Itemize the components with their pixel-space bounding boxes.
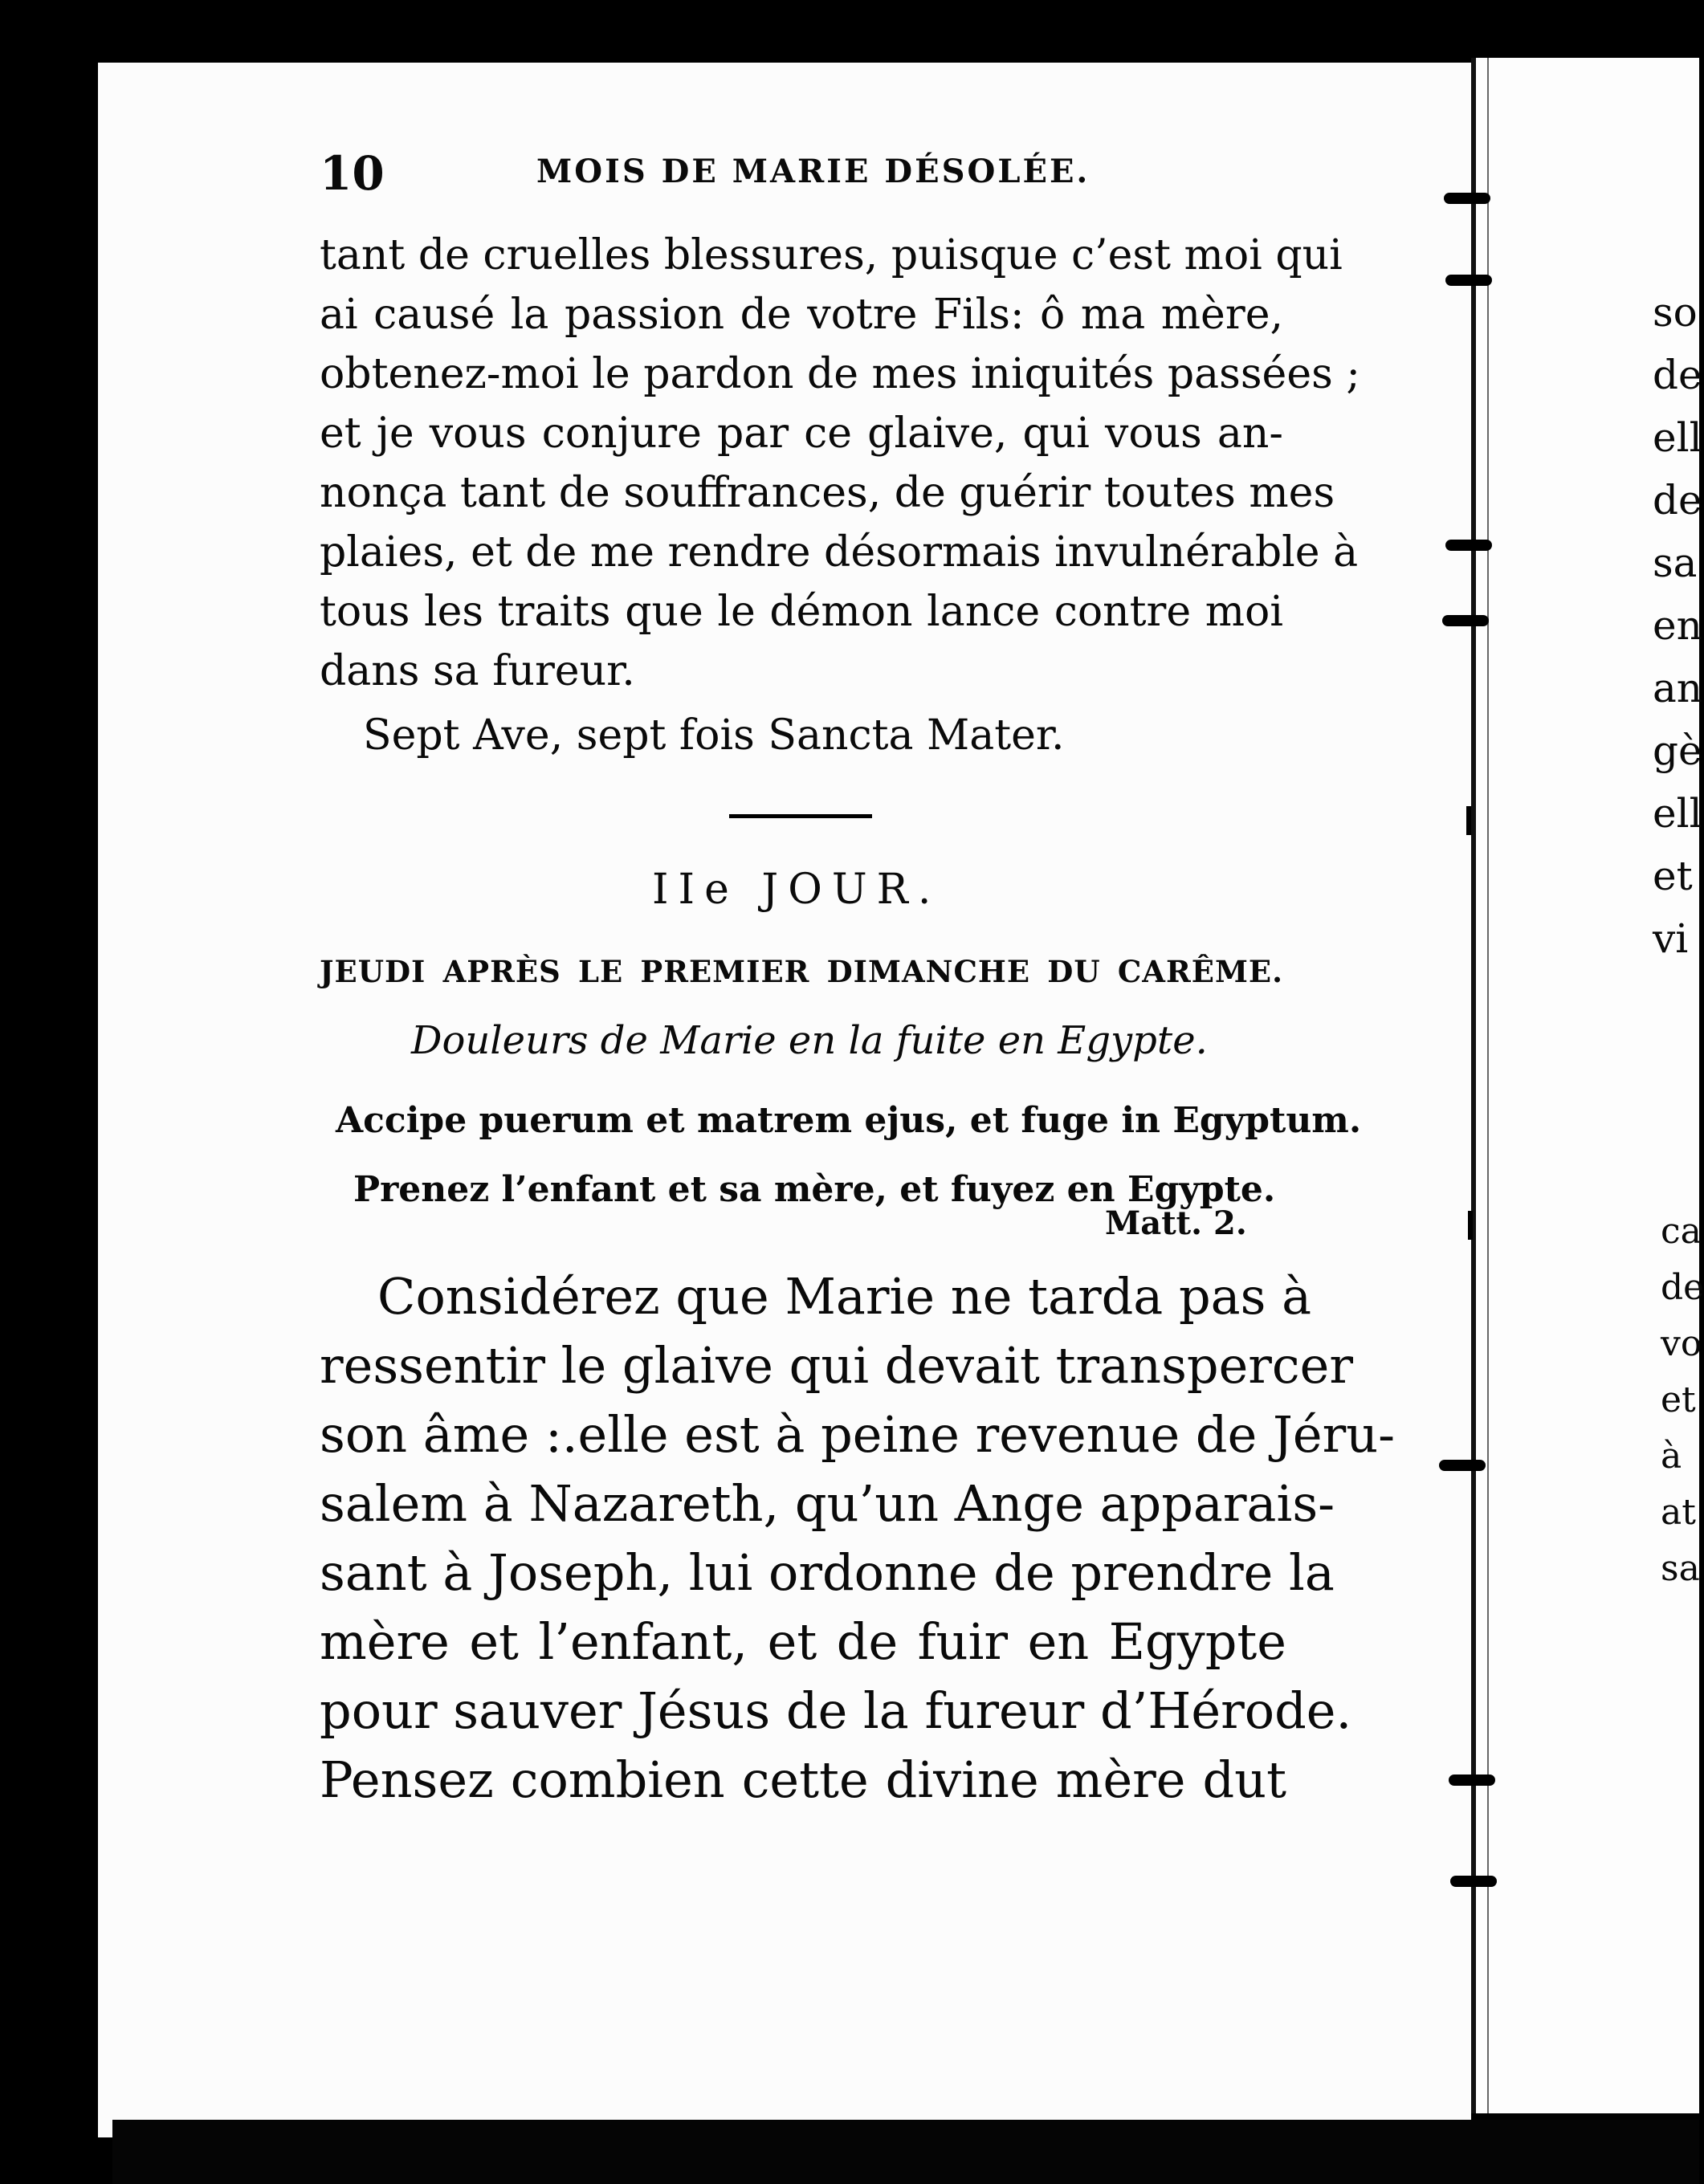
binding-stitch	[1445, 540, 1492, 551]
prayer-line: tous les traits que le démon lance contre moi	[320, 588, 1283, 636]
binding-stitch	[1445, 275, 1492, 286]
binding-stitch	[1442, 615, 1489, 626]
meditation-line: ressentir le glaive qui devait transpercer	[320, 1336, 1353, 1395]
meditation-line: mère et l’enfant, et de fuir en Egypte	[320, 1612, 1286, 1671]
prayer-line: nonça tant de souffrances, de guérir toutes mes	[320, 469, 1335, 517]
scripture-reference: Matt. 2.	[1105, 1204, 1247, 1242]
facing-page-fragment: et	[1653, 853, 1693, 899]
facing-page-fragment: vi	[1653, 915, 1689, 962]
meditation-topic: Douleurs de Marie en la fuite en Egypte.	[411, 1018, 1208, 1063]
facing-page-fragment: sa	[1661, 1548, 1700, 1589]
section-divider	[729, 814, 872, 818]
facing-page-fragment: vo	[1661, 1323, 1702, 1364]
facing-page-fragment: et	[1661, 1379, 1696, 1420]
french-epigraph: Prenez l’enfant et sa mère, et fuyez en Egypte.	[353, 1169, 1276, 1210]
facing-page-fragment: gè	[1653, 727, 1702, 774]
prayer-line: ai causé la passion de votre Fils: ô ma mère,	[320, 291, 1283, 339]
prayer-line: tant de cruelles blessures, puisque c’est moi qui	[320, 231, 1343, 279]
facing-page-fragment: sa	[1653, 540, 1698, 586]
latin-epigraph: Accipe puerum et matrem ejus, et fuge in Egyptum.	[336, 1100, 1362, 1141]
prayer-line: plaies, et de me rendre désormais invulnérable à	[320, 528, 1359, 577]
gutter-edge	[1471, 58, 1476, 2113]
meditation-line: pour sauver Jésus de la fureur d’Hérode.	[320, 1681, 1352, 1740]
prayer-line: obtenez-moi le pardon de mes iniquités passées ;	[320, 350, 1360, 398]
page-number: 10	[320, 146, 385, 201]
facing-page-fragment: de	[1653, 352, 1702, 398]
binding-stitch	[1450, 1876, 1497, 1887]
facing-page-fragment: an	[1653, 665, 1703, 711]
gutter-crease	[1487, 58, 1489, 2113]
meditation-line: Pensez combien cette divine mère dut	[320, 1750, 1286, 1809]
running-title: MOIS DE MARIE DÉSOLÉE.	[536, 153, 1090, 190]
meditation-line: Considérez que Marie ne tarda pas à	[377, 1267, 1312, 1326]
prayer-line-last: dans sa fureur.	[320, 647, 635, 695]
facing-page-fragment: so	[1653, 289, 1698, 336]
binding-pin	[1466, 806, 1471, 835]
facing-page-fragment: at	[1661, 1492, 1696, 1533]
binding-stitch	[1449, 1774, 1495, 1786]
day-subtitle: JEUDI APRÈS LE PREMIER DIMANCHE DU CARÊME.	[320, 954, 1283, 989]
binding-stitch	[1439, 1460, 1486, 1471]
binding-pin	[1468, 1211, 1473, 1240]
scan-shadow	[112, 2120, 1699, 2184]
binding-stitch	[1444, 193, 1490, 204]
facing-page-fragment: de	[1661, 1267, 1704, 1308]
facing-page-fragment: à	[1661, 1436, 1682, 1477]
meditation-line: salem à Nazareth, qu’un Ange apparais-	[320, 1474, 1335, 1533]
facing-page-fragment: en	[1653, 602, 1702, 649]
facing-page-fragment: ell	[1653, 790, 1702, 837]
facing-page-fragment: de	[1653, 477, 1702, 524]
prayer-line: et je vous conjure par ce glaive, qui vous an-	[320, 410, 1283, 458]
facing-page-fragment: ell	[1653, 414, 1702, 461]
prayer-closing: Sept Ave, sept fois Sancta Mater.	[363, 711, 1065, 760]
meditation-line: son âme :.elle est à peine revenue de Jéru-	[320, 1405, 1396, 1464]
facing-page-fragment: ca	[1661, 1211, 1702, 1252]
day-title: IIe JOUR.	[652, 866, 941, 914]
meditation-line: sant à Joseph, lui ordonne de prendre la	[320, 1543, 1335, 1602]
